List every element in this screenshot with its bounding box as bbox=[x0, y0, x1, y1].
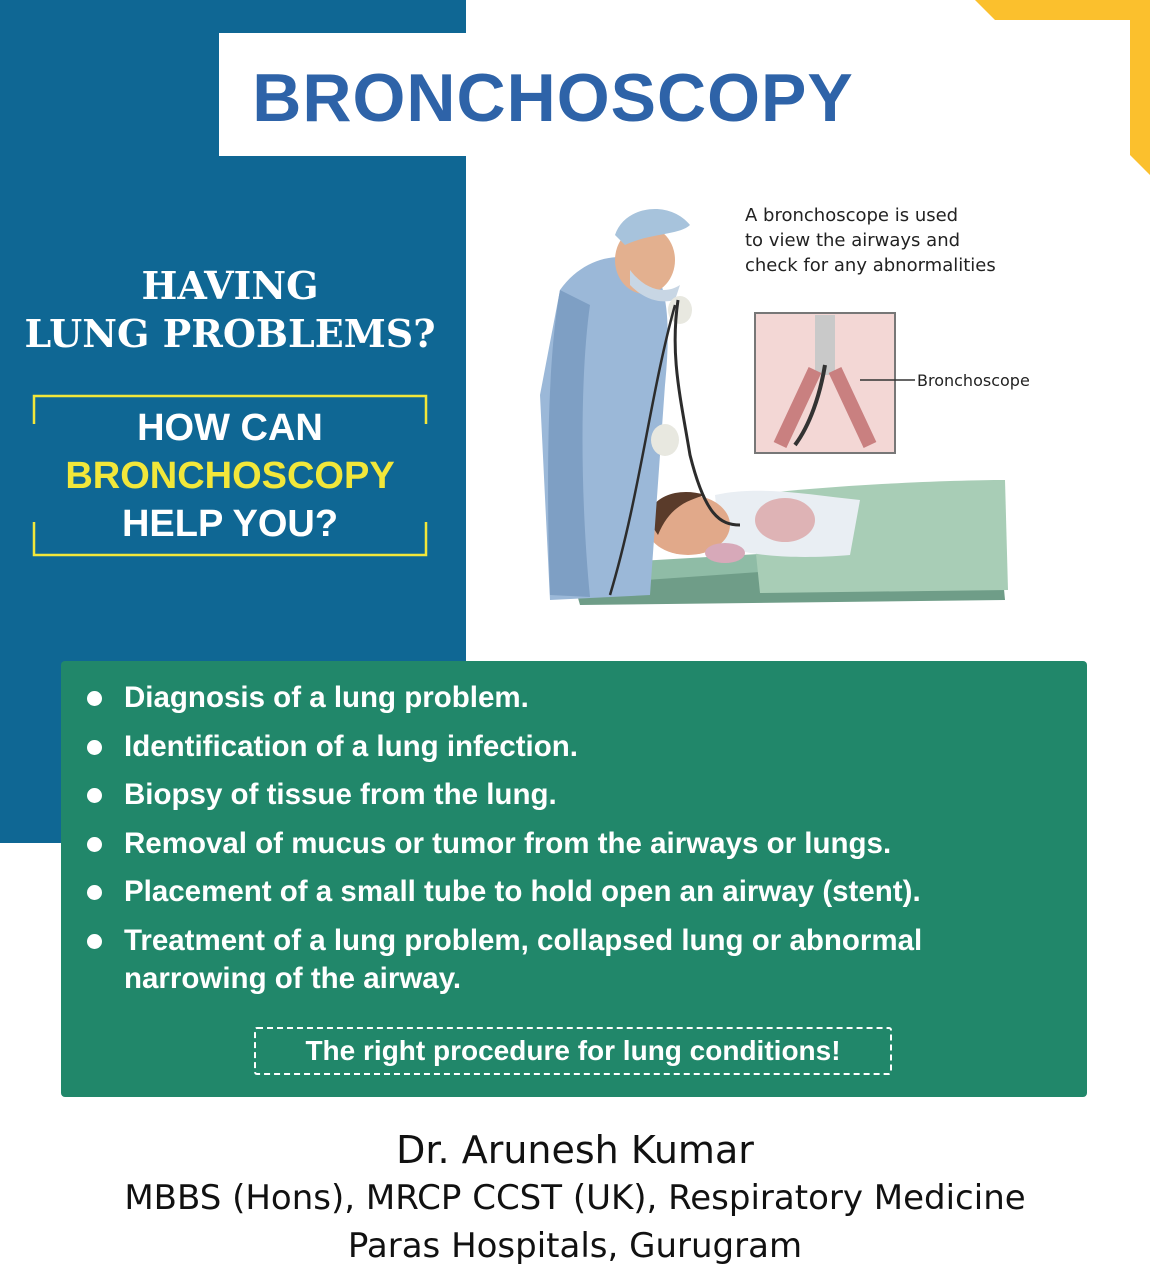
doctor-hospital: Paras Hospitals, Gurugram bbox=[347, 1226, 803, 1266]
benefit-text: Diagnosis of a lung problem. bbox=[124, 681, 529, 714]
bronchoscope-label: Bronchoscope bbox=[917, 371, 1030, 390]
question-line-2: LUNG PROBLEMS? bbox=[24, 311, 436, 356]
benefit-text: Biopsy of tissue from the lung. bbox=[124, 778, 557, 811]
bullet-icon bbox=[87, 885, 102, 900]
list-item bbox=[83, 873, 1073, 911]
bullet-icon bbox=[87, 837, 102, 852]
list-item bbox=[83, 679, 1073, 717]
bullet-icon bbox=[87, 934, 102, 949]
yellow-corner-accent bbox=[975, 0, 1150, 175]
benefits-panel bbox=[61, 661, 1087, 1097]
page-title: BRONCHOSCOPY bbox=[252, 60, 854, 136]
help-line-3: HELP YOU? bbox=[121, 503, 339, 545]
benefit-text: Treatment of a lung problem, collapsed lung or abnormal narrowing of the airway. bbox=[124, 923, 923, 995]
help-callout bbox=[32, 394, 428, 557]
doctor-credentials: MBBS (Hons), MRCP CCST (UK), Respiratory Medicine bbox=[124, 1178, 1026, 1218]
list-item bbox=[83, 776, 1073, 814]
bullet-icon bbox=[87, 691, 102, 706]
bullet-icon bbox=[87, 740, 102, 755]
list-item bbox=[83, 922, 1073, 998]
tagline-badge: The right procedure for lung conditions! bbox=[254, 1027, 892, 1075]
benefit-text: Removal of mucus or tumor from the airways or lungs. bbox=[124, 826, 892, 860]
doctor-name: Dr. Arunesh Kumar bbox=[396, 1128, 754, 1172]
caption-line-1: A bronchoscope is used bbox=[745, 205, 959, 226]
illustration-caption bbox=[745, 203, 996, 278]
benefit-text: Placement of a small tube to hold open an airway (stent). bbox=[124, 875, 921, 908]
list-item bbox=[83, 825, 1073, 863]
help-line-2: BRONCHOSCOPY bbox=[65, 455, 395, 497]
question-line-1: HAVING bbox=[141, 263, 319, 308]
benefits-list bbox=[83, 679, 1073, 1008]
list-item bbox=[83, 728, 1073, 766]
bullet-icon bbox=[87, 788, 102, 803]
benefit-text: Identification of a lung infection. bbox=[124, 729, 578, 763]
help-line-1: HOW CAN bbox=[137, 407, 323, 449]
caption-line-3: check for any abnormalities bbox=[745, 255, 996, 276]
lung-question bbox=[0, 262, 460, 358]
caption-line-2: to view the airways and bbox=[745, 230, 961, 251]
title-banner bbox=[219, 33, 887, 156]
